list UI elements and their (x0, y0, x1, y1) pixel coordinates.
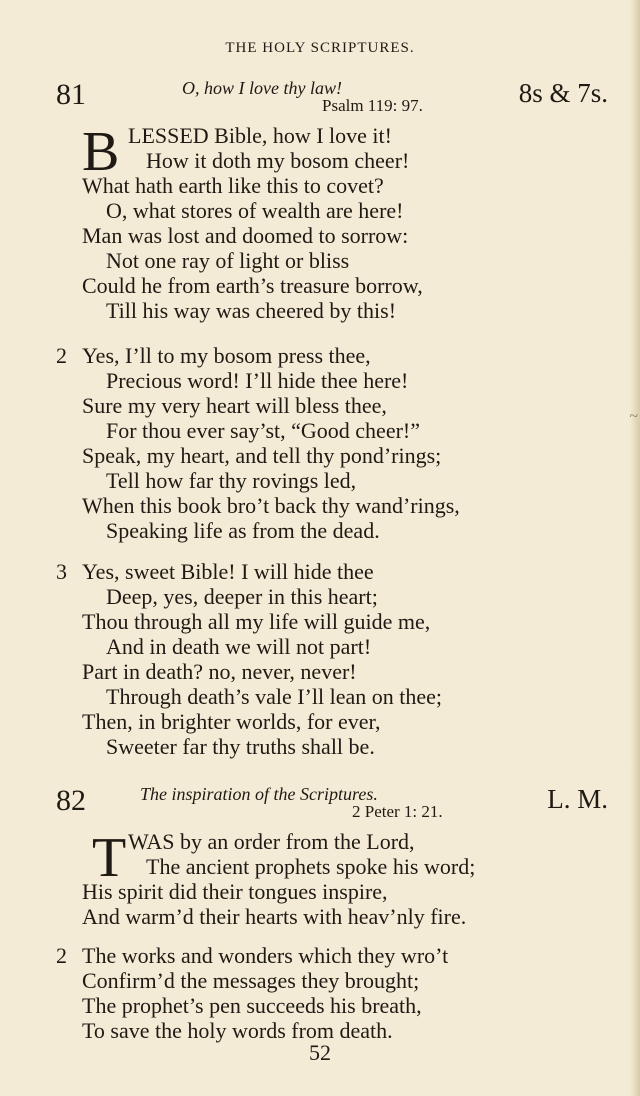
verse-line: The ancient prophets spoke his word; (146, 854, 476, 879)
verse-line: Could he from earth’s treasure borrow, (82, 273, 423, 298)
verse-line: Thou through all my life will guide me, (82, 609, 431, 634)
hymn-meter: L. M. (547, 784, 608, 814)
verse-line: Tell how far thy rovings led, (106, 468, 357, 493)
hymn-number: 81 (56, 78, 86, 111)
hymn-81-heading (0, 78, 640, 118)
verse-line: Till his way was cheered by this! (106, 298, 397, 323)
verse-line: Through death’s vale I’ll lean on thee; (106, 684, 442, 709)
verse-line: Sweeter far thy truths shall be. (106, 734, 375, 759)
verse-line: The works and wonders which they wro’t (82, 943, 449, 968)
margin-mark-icon: ~ (629, 408, 638, 425)
scripture-reference: Psalm 119: 97. (322, 96, 423, 115)
running-header: THE HOLY SCRIPTURES. (225, 40, 415, 56)
stanza-number: 3 (56, 559, 67, 584)
verse-line: Man was lost and doomed to sorrow: (82, 223, 409, 248)
drop-cap: B (82, 121, 120, 183)
hymn-meter: 8s & 7s. (518, 78, 608, 108)
verse-line: For thou ever say’st, “Good cheer!” (106, 418, 421, 443)
hymn-number: 82 (56, 784, 86, 817)
verse-line: To save the holy words from death. (82, 1018, 393, 1043)
page-edge (630, 0, 640, 1096)
page-number: 52 (309, 1040, 331, 1065)
verse-line: Not one ray of light or bliss (106, 248, 350, 273)
verse-line: How it doth my bosom cheer! (146, 148, 410, 173)
verse-line: LESSED Bible, how I love it! (128, 123, 392, 148)
verse-line: Precious word! I’ll hide thee here! (106, 368, 409, 393)
stanza-number: 2 (56, 943, 67, 968)
verse-line: WAS by an order from the Lord, (128, 829, 415, 854)
verse-line: And in death we will not part! (106, 634, 372, 659)
verse-line: Speaking life as from the dead. (106, 518, 380, 543)
verse-line: Yes, I’ll to my bosom press thee, (82, 343, 371, 368)
scripture-reference: 2 Peter 1: 21. (352, 802, 443, 821)
hymn-82-heading (0, 784, 640, 824)
stanza-number: 2 (56, 343, 67, 368)
hymn-motto: O, how I love thy law! (182, 78, 342, 98)
verse-line: Yes, sweet Bible! I will hide thee (82, 559, 374, 584)
verse-line: Speak, my heart, and tell thy pond’rings; (82, 443, 442, 468)
verse-line: O, what stores of wealth are here! (106, 198, 404, 223)
verse-line: When this book bro’t back thy wand’rings, (82, 493, 460, 518)
verse-line: His spirit did their tongues inspire, (82, 879, 388, 904)
verse-line: Then, in brighter worlds, for ever, (82, 709, 381, 734)
verse-line: Confirm’d the messages they brought; (82, 968, 420, 993)
drop-cap: T (92, 827, 127, 889)
verse-line: What hath earth like this to covet? (82, 173, 384, 198)
hymn-motto: The inspiration of the Scriptures. (140, 784, 378, 804)
verse-line: Deep, yes, deeper in this heart; (106, 584, 378, 609)
verse-line: Sure my very heart will bless thee, (82, 393, 387, 418)
verse-line: The prophet’s pen succeeds his breath, (82, 993, 422, 1018)
verse-line: Part in death? no, never, never! (82, 659, 357, 684)
verse-line: And warm’d their hearts with heav’nly fire. (82, 904, 467, 929)
